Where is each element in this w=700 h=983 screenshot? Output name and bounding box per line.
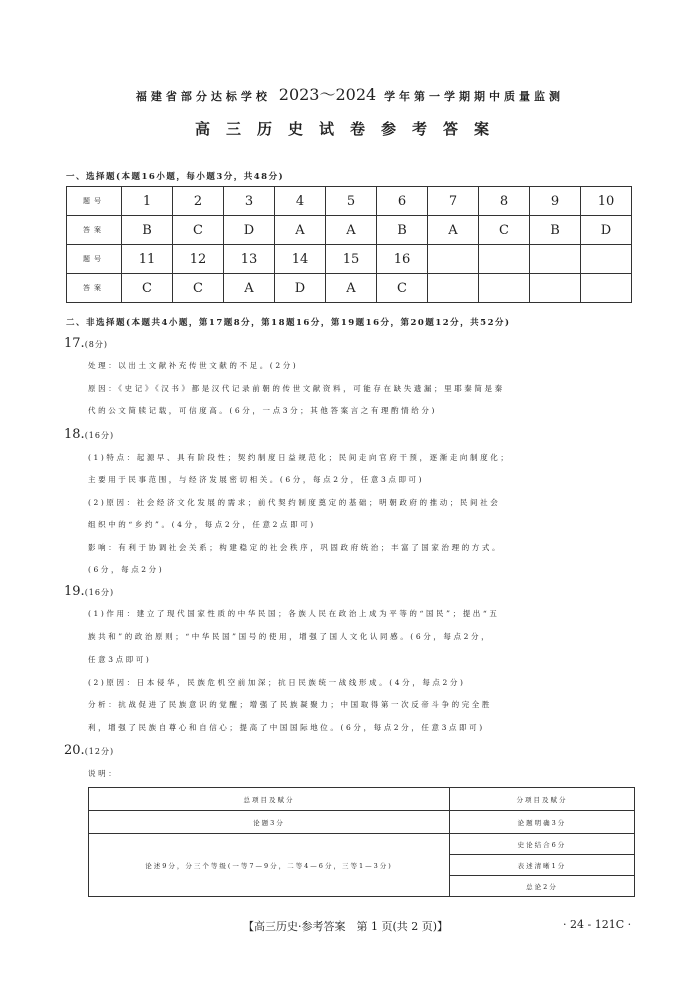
- mc-num: [428, 245, 479, 274]
- q17-score: (8分): [84, 340, 109, 349]
- essay-section-heading: 二、非选择题(本题共4小题，第17题8分，第18题16分，第19题16分，第20题12分，共52分): [66, 318, 511, 328]
- rubric-col1-header: 总项目及赋分: [89, 788, 450, 811]
- q19-line-3: 任意3点即可): [88, 655, 152, 664]
- mc-num: 12: [173, 245, 224, 274]
- q19-line-1: (1)作用：建立了现代国家性质的中华民国；各族人民在政治上成为平等的“国民”；提出“五: [88, 609, 500, 618]
- mc-num: 16: [377, 245, 428, 274]
- q20-rubric-table: [88, 787, 635, 897]
- mc-num: 4: [275, 187, 326, 216]
- q17-number: 17.: [64, 336, 85, 351]
- q18-number: 18.: [64, 427, 85, 442]
- q19-number: 19.: [64, 584, 85, 599]
- q19-line-6: 利，增强了民族自尊心和自信心；提高了中国国际地位。(6分，每点2分，任意3点即可): [88, 723, 485, 732]
- exam-header: [0, 82, 700, 105]
- mc-answer: B: [377, 216, 428, 245]
- mc-answer: B: [530, 216, 581, 245]
- mc-num: 10: [581, 187, 632, 216]
- footer-page-info: 【高三历史·参考答案 第 1 页(共 2 页)】: [243, 920, 449, 933]
- mc-num: [530, 245, 581, 274]
- header-years: 2023～2024: [278, 85, 377, 104]
- mc-answer: B: [122, 216, 173, 245]
- rubric-thesis-sub: 论题明确3分: [450, 811, 635, 834]
- page-title: 高三历史试卷参考答案: [194, 120, 505, 138]
- mc-num: 13: [224, 245, 275, 274]
- q19-line-5: 分析：抗战促进了民族意识的觉醒；增强了民族凝聚力；中国取得第一次反帝斗争的完全胜: [88, 700, 492, 709]
- q17-line-1: 处理：以出土文献补充传世文献的不足。(2分): [88, 361, 299, 370]
- mc-answer: A: [275, 216, 326, 245]
- mc-answer: [530, 274, 581, 303]
- rubric-argument: 论述9分，分三个等级(一等7—9分，二等4—6分，三等1—3分): [89, 834, 450, 897]
- q17-line-3: 代的公文简牍记载，可信度高。(6分，一点3分；其他答案言之有理酌情给分): [88, 406, 437, 415]
- mc-num: 6: [377, 187, 428, 216]
- mc-num: 5: [326, 187, 377, 216]
- mc-answer-row-1: [67, 216, 632, 245]
- mc-answer: D: [275, 274, 326, 303]
- answer-label: 答案: [67, 274, 122, 303]
- mc-num: 3: [224, 187, 275, 216]
- mc-num: 15: [326, 245, 377, 274]
- q19-line-2: 族共和”的政治原则；“中华民国”国号的使用，增强了国人文化认同感。(6分，每点2分，: [88, 632, 492, 641]
- mc-answer: A: [224, 274, 275, 303]
- q20-heading: [64, 743, 114, 758]
- q18-line-6: (6分，每点2分): [88, 565, 165, 574]
- q18-line-5: 影响：有利于协调社会关系；构建稳定的社会秩序，巩固政府统治；丰富了国家治理的方式。: [88, 543, 503, 552]
- mc-answer-table: [66, 186, 632, 303]
- q17-heading: [64, 336, 108, 351]
- q20-number: 20.: [64, 743, 85, 758]
- mc-num: 7: [428, 187, 479, 216]
- q19-line-4: (2)原因：日本侵华，民族危机空前加深；抗日民族统一战线形成。(4分，每点2分): [88, 678, 466, 687]
- mc-answer: A: [326, 274, 377, 303]
- mc-num: 9: [530, 187, 581, 216]
- number-label: 题号: [67, 245, 122, 274]
- mc-num: 11: [122, 245, 173, 274]
- mc-num: 2: [173, 187, 224, 216]
- rubric-col2-header: 分项目及赋分: [450, 788, 635, 811]
- mc-num: [479, 245, 530, 274]
- mc-number-row-1: [67, 187, 632, 216]
- mc-answer: D: [581, 216, 632, 245]
- rubric-sub-1: 史论结合6分: [450, 834, 635, 855]
- mc-number-row-2: [67, 245, 632, 274]
- rubric-sub-3: 总论2分: [450, 876, 635, 897]
- mc-section-heading: 一、选择题(本题16小题，每小题3分，共48分): [66, 172, 285, 182]
- q17-line-2: 原因：《史记》《汉书》都是汉代记录前朝的传世文献资料，可能存在缺失遗漏；里耶秦简是秦: [88, 384, 505, 393]
- q20-score: (12分): [84, 747, 115, 756]
- answer-label: 答案: [67, 216, 122, 245]
- q20-note-label: 说明：: [88, 769, 119, 778]
- mc-num: 8: [479, 187, 530, 216]
- mc-answer: A: [326, 216, 377, 245]
- mc-answer: [428, 274, 479, 303]
- q19-score: (16分): [84, 588, 115, 597]
- q18-line-2: 主要用于民事范围，与经济发展密切相关。(6分，每点2分，任意3点即可): [88, 475, 425, 484]
- mc-num: [581, 245, 632, 274]
- rubric-thesis: 论题3分: [89, 811, 450, 834]
- number-label: 题号: [67, 187, 122, 216]
- mc-answer: [581, 274, 632, 303]
- rubric-sub-2: 表述清晰1分: [450, 855, 635, 876]
- q18-line-3: (2)原因：社会经济文化发展的需求；前代契约制度奠定的基础；明朝政府的推动；民间社会: [88, 498, 501, 507]
- mc-answer: C: [377, 274, 428, 303]
- mc-answer: C: [173, 216, 224, 245]
- mc-num: 1: [122, 187, 173, 216]
- q18-line-1: (1)特点：起源早、具有阶段性；契约制度日益规范化；民间走向官府干预，逐渐走向制度化；: [88, 453, 511, 462]
- header-school: 福建省部分达标学校: [135, 90, 271, 103]
- q18-score: (16分): [84, 431, 115, 440]
- q18-heading: [64, 427, 114, 442]
- mc-answer: C: [479, 216, 530, 245]
- mc-answer: [479, 274, 530, 303]
- mc-answer: C: [173, 274, 224, 303]
- mc-num: 14: [275, 245, 326, 274]
- footer-code: · 24 - 121C ·: [563, 918, 632, 931]
- q18-line-4: 组织中的“乡约”。(4分，每点2分，任意2点即可): [88, 520, 316, 529]
- page-footer: [0, 918, 700, 938]
- mc-answer: D: [224, 216, 275, 245]
- mc-answer: C: [122, 274, 173, 303]
- mc-answer-row-2: [67, 274, 632, 303]
- q19-heading: [64, 584, 114, 599]
- header-term: 学年第一学期期中质量监测: [384, 90, 565, 103]
- mc-answer: A: [428, 216, 479, 245]
